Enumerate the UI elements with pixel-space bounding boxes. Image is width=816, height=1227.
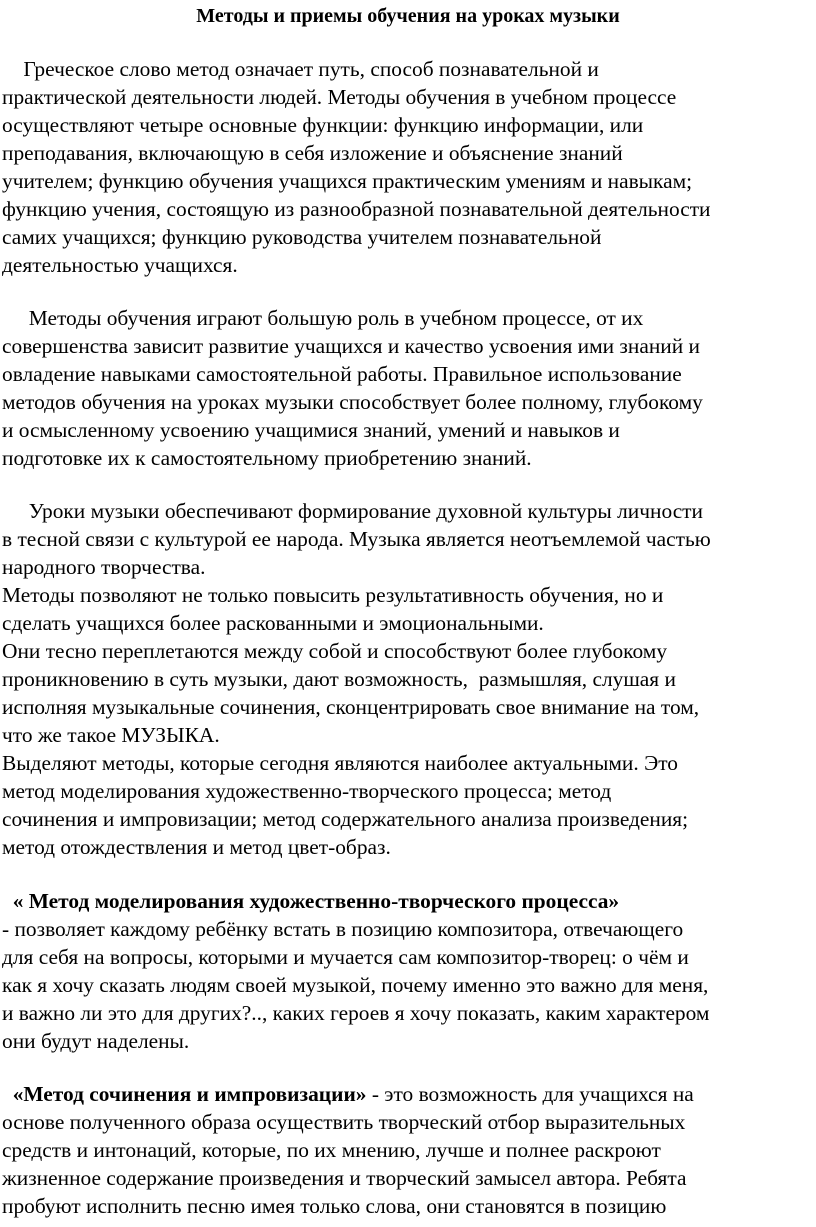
- text-line: метод моделирования художественно-творческого процесса; метод: [2, 779, 612, 803]
- text-line: осуществляют четыре основные функции: функцию информации, или: [2, 113, 644, 137]
- text-line: как я хочу сказать людям своей музыкой, почему именно это важно для меня,: [2, 973, 709, 997]
- text-line: деятельностью учащихся.: [2, 253, 238, 277]
- section-heading-modeling: « Метод моделирования художественно-творческого процесса»: [2, 889, 620, 913]
- text-line: Методы обучения играют большую роль в учебном процессе, от их: [2, 306, 644, 330]
- text-line: и осмысленному усвоению учащимися знаний, умений и навыков и: [2, 418, 620, 442]
- text-line: совершенства зависит развитие учащихся и качество усвоения ими знаний и: [2, 334, 700, 358]
- text-line: и важно ли это для других?.., каких героев я хочу показать, каким характером: [2, 1001, 710, 1025]
- text-line: преподавания, включающую в себя изложение и объяснение знаний: [2, 141, 623, 165]
- text-line: для себя на вопросы, которыми и мучается сам композитор-творец: о чём и: [2, 945, 689, 969]
- text-line: подготовке их к самостоятельному приобретению знаний.: [2, 446, 532, 470]
- text-line: в тесной связи с культурой ее народа. Музыка является неотъемлемой частью: [2, 527, 711, 551]
- text-line: народного творчества.: [2, 555, 206, 579]
- text-line: Греческое слово метод означает путь, способ познавательной и: [2, 57, 599, 81]
- text-line: исполняя музыкальные сочинения, сконцентрировать свое внимание на том,: [2, 695, 700, 719]
- text-line: методов обучения на уроках музыки способствует более полному, глубокому: [2, 390, 703, 414]
- text-line: Методы позволяют не только повысить результативность обучения, но и: [2, 583, 664, 607]
- text-line: Уроки музыки обеспечивают формирование духовной культуры личности: [2, 499, 703, 523]
- text-line: овладение навыками самостоятельной работы. Правильное использование: [2, 362, 682, 386]
- text-line: функцию учения, состоящую из разнообразной познавательной деятельности: [2, 197, 711, 221]
- text-line: средств и интонаций, которые, по их мнению, лучше и полнее раскроют: [2, 1138, 661, 1162]
- text-line: основе полученного образа осуществить творческий отбор выразительных: [2, 1110, 686, 1134]
- text-line: метод отождествления и метод цвет-образ.: [2, 835, 391, 859]
- heading-text-part: - это возможность для учащихся на: [366, 1082, 694, 1106]
- text-line: сделать учащихся более раскованными и эмоциональными.: [2, 611, 544, 635]
- heading-bold-part: «Метод сочинения и импровизации»: [2, 1082, 367, 1106]
- text-line: Выделяют методы, которые сегодня являются наиболее актуальными. Это: [2, 751, 678, 775]
- page-title: Методы и приемы обучения на уроках музыки: [196, 5, 620, 27]
- text-line: сочинения и импровизации; метод содержательного анализа произведения;: [2, 807, 689, 831]
- text-line: практической деятельности людей. Методы обучения в учебном процессе: [2, 85, 677, 109]
- text-line: Они тесно переплетаются между собой и способствуют более глубокому: [2, 639, 668, 663]
- text-line: проникновению в суть музыки, дают возможность, размышляя, слушая и: [2, 667, 676, 691]
- text-line: жизненное содержание произведения и творческий замысел автора. Ребята: [2, 1166, 687, 1190]
- text-line: учителем; функцию обучения учащихся практическим умениям и навыкам;: [2, 169, 693, 193]
- text-line: самих учащихся; функцию руководства учителем познавательной: [2, 225, 602, 249]
- section-heading-composition: [2, 1080, 694, 1109]
- text-line: они будут наделены.: [2, 1029, 190, 1053]
- text-line: пробуют исполнить песню имея только слова, они становятся в позицию: [2, 1194, 667, 1218]
- text-line: что же такое МУЗЫКА.: [2, 723, 220, 747]
- text-line: - позволяет каждому ребёнку встать в позицию композитора, отвечающего: [2, 917, 684, 941]
